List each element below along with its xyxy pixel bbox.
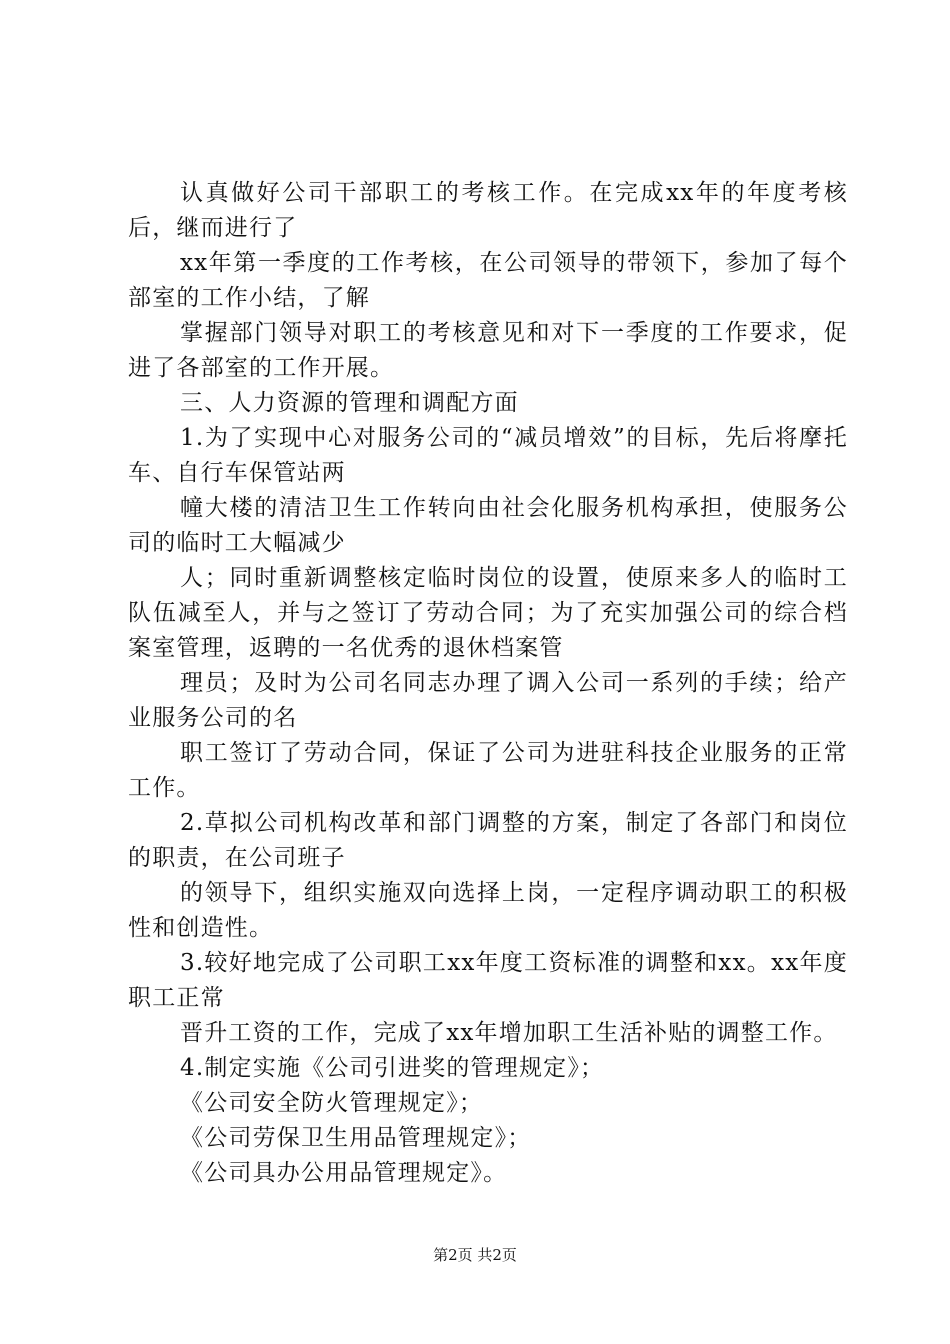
section-heading: 三、人力资源的管理和调配方面 bbox=[180, 390, 519, 416]
paragraph-1: 认真做好公司干部职工的考核工作。在完成xx年的年度考核后，继而进行了 bbox=[128, 180, 848, 241]
document-body bbox=[128, 176, 848, 1191]
page-number-footer: 第2页 共2页 bbox=[433, 1246, 517, 1264]
paragraph-8: 理员；及时为公司名同志办理了调入公司一系列的手续；给产业服务公司的名 bbox=[128, 670, 848, 731]
paragraph-11: 的领导下，组织实施双向选择上岗，一定程序调动职工的积极性和创造性。 bbox=[128, 880, 848, 941]
paragraph-5: 1.为了实现中心对服务公司的“减员增效”的目标，先后将摩托车、自行车保管站两 bbox=[128, 425, 848, 486]
paragraph-7: 人；同时重新调整核定临时岗位的设置，使原来多人的临时工队伍减至人，并与之签订了劳动合同；为了充实加强公司的综合档案室管理，返聘的一名优秀的退休档案管 bbox=[128, 565, 848, 661]
paragraph-15: 《公司安全防火管理规定》； bbox=[180, 1090, 484, 1116]
paragraph-3: 掌握部门领导对职工的考核意见和对下一季度的工作要求，促进了各部室的工作开展。 bbox=[128, 320, 848, 381]
paragraph-12: 3.较好地完成了公司职工xx年度工资标准的调整和xx。xx年度职工正常 bbox=[128, 950, 848, 1011]
paragraph-9: 职工签订了劳动合同，保证了公司为进驻科技企业服务的正常工作。 bbox=[128, 740, 848, 801]
paragraph-16: 《公司劳保卫生用品管理规定》； bbox=[180, 1125, 532, 1151]
paragraph-17: 《公司具办公用品管理规定》。 bbox=[180, 1160, 508, 1186]
paragraph-10: 2.草拟公司机构改革和部门调整的方案，制定了各部门和岗位的职责，在公司班子 bbox=[128, 810, 848, 871]
paragraph-2: xx年第一季度的工作考核，在公司领导的带领下，参加了每个部室的工作小结，了解 bbox=[128, 250, 848, 311]
paragraph-14: 4.制定实施《公司引进奖的管理规定》； bbox=[180, 1055, 605, 1081]
paragraph-6: 幢大楼的清洁卫生工作转向由社会化服务机构承担，使服务公司的临时工大幅减少 bbox=[128, 495, 848, 556]
paragraph-13: 晋升工资的工作，完成了xx年增加职工生活补贴的调整工作。 bbox=[180, 1020, 838, 1046]
